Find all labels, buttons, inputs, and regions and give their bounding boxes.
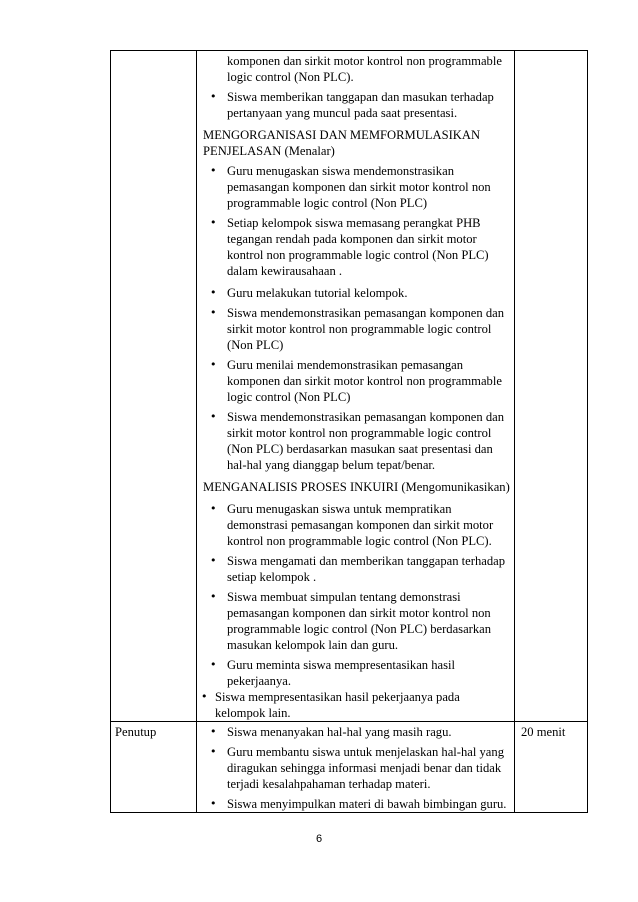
lesson-activity-table <box>110 50 588 813</box>
time-cell-empty <box>515 51 588 722</box>
list-item-continuation: komponen dan sirkit motor kontrol non programmable logic control (Non PLC). <box>227 54 502 84</box>
phase-cell-penutup: Penutup <box>111 722 197 813</box>
activity-cell-closing <box>197 722 515 813</box>
list-item: • Siswa mengamati dan memberikan tanggapan terhadap setiap kelompok . <box>197 553 510 585</box>
list-item: • Guru melakukan tutorial kelompok. <box>197 285 510 301</box>
time-cell-20-menit: 20 menit <box>515 722 588 813</box>
table-row-core-activities <box>111 51 588 722</box>
page-number: 6 <box>315 833 323 845</box>
list-item: • Setiap kelompok siswa memasang perangkat PHB tegangan rendah pada komponen dan sirkit motor kontrol non programmable logic control (Non PLC) dalam kewirausahaan . <box>197 215 510 279</box>
activity-cell-core <box>197 51 515 722</box>
section-heading-menalar: MENGORGANISASI DAN MEMFORMULASIKAN PENJELASAN (Menalar) <box>203 128 481 158</box>
list-item: • Siswa menanyakan hal-hal yang masih ragu. <box>197 724 510 740</box>
list-item: • Guru menilai mendemonstrasikan pemasangan komponen dan sirkit motor kontrol non programmable logic control (Non PLC) <box>197 357 510 405</box>
section-heading-mengomunikasikan: MENGANALISIS PROSES INKUIRI (Mengomunikasikan) <box>203 480 510 494</box>
list-item: • Siswa mempresentasikan hasil pekerjaanya pada kelompok lain. <box>197 689 510 721</box>
phase-cell-empty <box>111 51 197 722</box>
table-row-closing <box>111 722 588 813</box>
list-item: • Siswa memberikan tanggapan dan masukan terhadap pertanyaan yang muncul pada saat presentasi. <box>197 89 510 121</box>
list-item: • Siswa mendemonstrasikan pemasangan komponen dan sirkit motor kontrol non programmable logic control (Non PLC) <box>197 305 510 353</box>
list-item: • Siswa menyimpulkan materi di bawah bimbingan guru. <box>197 796 510 812</box>
list-item: • Siswa membuat simpulan tentang demonstrasi pemasangan komponen dan sirkit motor kontrol non programmable logic control (Non PLC) berdasarkan masukan kelompok lain dan guru. <box>197 589 510 653</box>
list-item: • Guru membantu siswa untuk menjelaskan hal-hal yang diragukan sehingga informasi menjadi benar dan tidak terjadi kesalahpahaman terhadap materi. <box>197 744 510 792</box>
list-item: • Guru meminta siswa mempresentasikan hasil pekerjaanya. <box>197 657 510 689</box>
list-item: • Guru menugaskan siswa untuk mempratikan demonstrasi pemasangan komponen dan sirkit motor kontrol non programmable logic control (Non PLC). <box>197 501 510 549</box>
list-item: • Guru menugaskan siswa mendemonstrasikan pemasangan komponen dan sirkit motor kontrol non programmable logic control (Non PLC) <box>197 163 510 211</box>
list-item: • Siswa mendemonstrasikan pemasangan komponen dan sirkit motor kontrol non programmable logic control (Non PLC) berdasarkan masukan saat presentasi dan hal-hal yang dianggap belum tepat/benar. <box>197 409 510 473</box>
